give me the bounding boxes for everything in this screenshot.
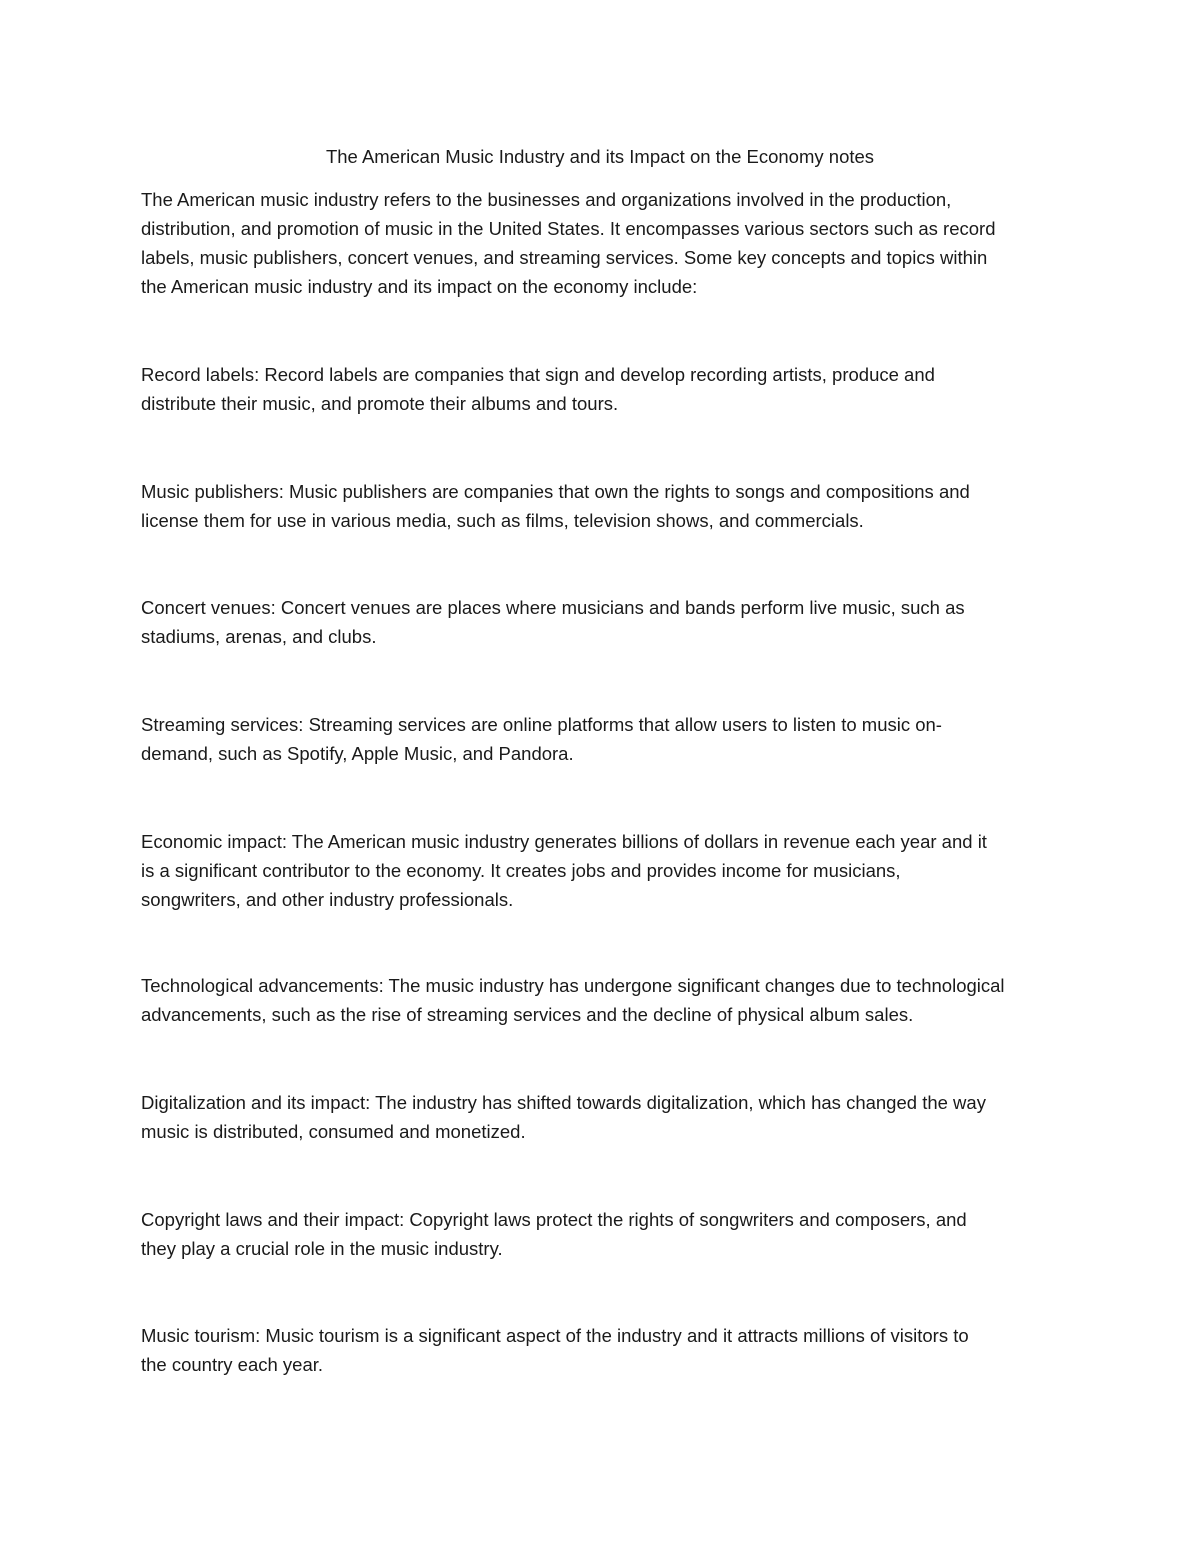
digitalization-paragraph [141,1088,1066,1146]
copyright-laws-paragraph [141,1205,1066,1263]
paragraph-line: distribute their music, and promote their albums and tours. [141,393,619,414]
paragraph-line: Technological advancements: The music industry has undergone significant changes due to technological [141,975,1005,996]
paragraph-line: labels, music publishers, concert venues, and streaming services. Some key concepts and topics within [141,247,988,268]
paragraph-line: distribution, and promotion of music in the United States. It encompasses various sectors such as record [141,218,996,239]
streaming-services-paragraph [141,710,1066,768]
paragraph-line: The American music industry refers to the businesses and organizations involved in the production, [141,189,952,210]
concert-venues-paragraph [141,593,1066,651]
paragraph-line: stadiums, arenas, and clubs. [141,626,377,647]
record-labels-paragraph [141,360,1066,418]
paragraph-line: Concert venues: Concert venues are places where musicians and bands perform live music, such as [141,597,965,618]
paragraph-line: music is distributed, consumed and monetized. [141,1121,526,1142]
economic-impact-paragraph [141,827,1066,914]
paragraph-line: license them for use in various media, such as films, television shows, and commercials. [141,510,864,531]
paragraph-line: Copyright laws and their impact: Copyright laws protect the rights of songwriters and composers, and [141,1209,967,1230]
paragraph-line: Music tourism: Music tourism is a significant aspect of the industry and it attracts millions of visitors to [141,1325,969,1346]
music-tourism-paragraph [141,1321,1066,1379]
paragraph-line: Streaming services: Streaming services are online platforms that allow users to listen to music on- [141,714,942,735]
paragraph-line: Digitalization and its impact: The industry has shifted towards digitalization, which has changed the way [141,1092,986,1113]
paragraph-line: the country each year. [141,1354,324,1375]
paragraph-line: they play a crucial role in the music industry. [141,1238,503,1259]
paragraph-line: the American music industry and its impact on the economy include: [141,276,698,297]
paragraph-line: songwriters, and other industry professionals. [141,889,514,910]
paragraph-line: advancements, such as the rise of streaming services and the decline of physical album sales. [141,1004,914,1025]
paragraph-line: Record labels: Record labels are companies that sign and develop recording artists, produce and [141,364,935,385]
paragraph-line: Music publishers: Music publishers are companies that own the rights to songs and compositions and [141,481,970,502]
paragraph-line: demand, such as Spotify, Apple Music, and Pandora. [141,743,574,764]
paragraph-line: is a significant contributor to the economy. It creates jobs and provides income for musicians, [141,860,901,881]
document-title: The American Music Industry and its Impact on the Economy notes [325,146,875,167]
intro-paragraph [141,185,1066,301]
paragraph-line: Economic impact: The American music industry generates billions of dollars in revenue each year and it [141,831,987,852]
music-publishers-paragraph [141,477,1066,535]
technological-advancements-paragraph [141,971,1066,1029]
